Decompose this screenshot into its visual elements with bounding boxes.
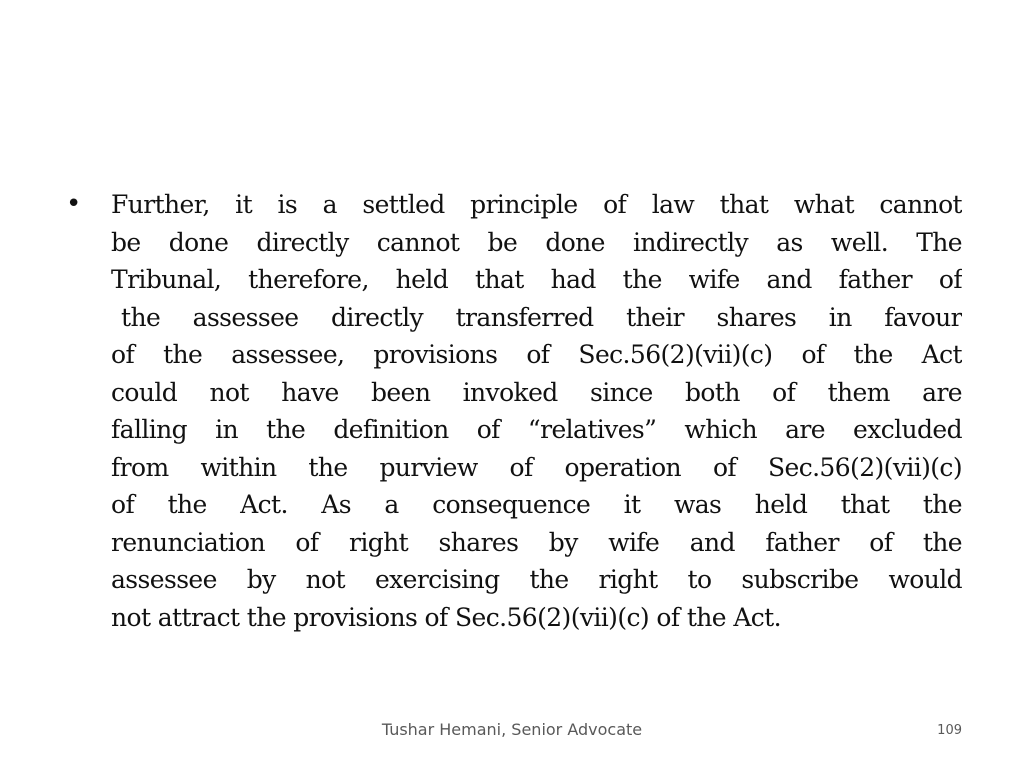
paragraph-line: Tribunal, therefore, held that had the wife and father of: [111, 265, 962, 294]
paragraph-line: from within the purview of operation of Sec.56(2)(vii)(c): [111, 452, 962, 482]
paragraph-line: Further, it is a settled principle of law that what cannot: [111, 190, 962, 219]
bullet-paragraph: [66, 186, 962, 636]
paragraph-line: of the assessee, provisions of Sec.56(2)(vii)(c) of the Act: [111, 340, 962, 369]
paragraph-line: renunciation of right shares by wife and father of the: [111, 527, 962, 557]
paragraph-line: the assessee directly transferred their shares in favour: [121, 302, 962, 332]
paragraph-line: be done directly cannot be done indirectly as well. The: [111, 227, 962, 257]
paragraph-line: of the Act. As a consequence it was held that the: [111, 490, 962, 519]
paragraph-line: falling in the definition of “relatives” which are excluded: [111, 415, 962, 444]
paragraph-line: not attract the provisions of Sec.56(2)(vii)(c) of the Act.: [111, 602, 781, 632]
paragraph-line: assessee by not exercising the right to subscribe would: [111, 565, 962, 594]
paragraph-line: could not have been invoked since both of them are: [111, 377, 962, 407]
bullet-icon: •: [66, 189, 82, 219]
page-number: 109: [937, 723, 962, 738]
footer-author: Tushar Hemani, Senior Advocate: [381, 720, 643, 739]
paragraph-text: [111, 186, 962, 636]
